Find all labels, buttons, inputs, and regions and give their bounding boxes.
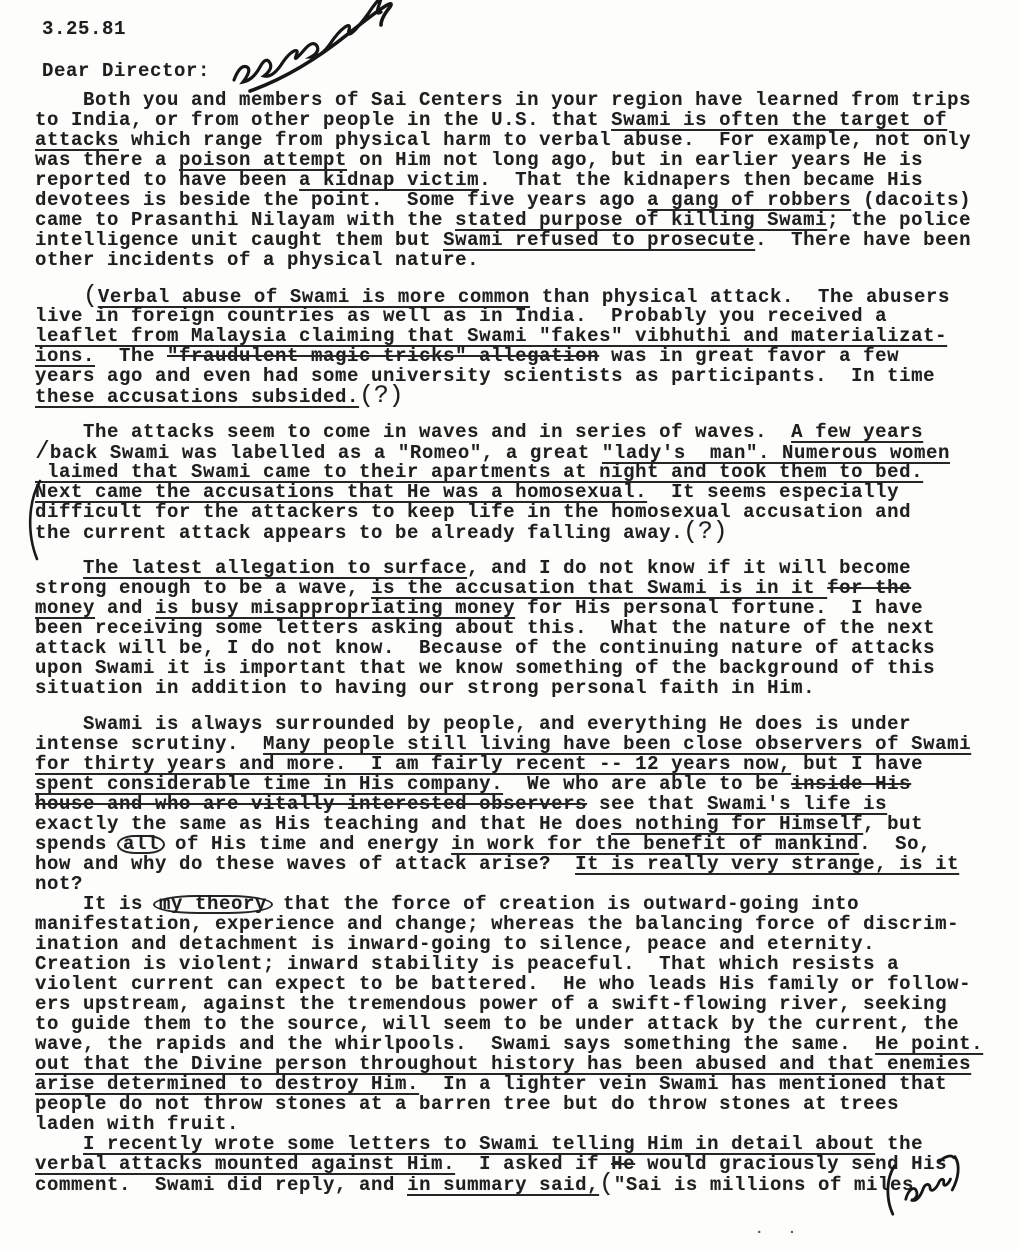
handwritten-mark: ( [83, 282, 98, 310]
letter-text: devotees is beside the point. Some five years ago [35, 189, 648, 211]
underlined-text: verbal attacks mounted against Him. [35, 1153, 456, 1175]
letter-text: intense scrutiny. [35, 733, 264, 755]
letter-line [35, 754, 1005, 774]
letter-line [35, 994, 1005, 1014]
letter-line [35, 814, 1005, 834]
letter-line [35, 482, 1005, 502]
underlined-text: s nothing for Himself [611, 813, 864, 835]
confidential-scrawl-icon [220, 0, 400, 100]
underlined-text: A few years [791, 421, 924, 443]
letter-text: been receiving some letters asking about this. What the nature of the next [35, 617, 936, 639]
letter-line [35, 894, 1005, 914]
left-paren-icon [22, 478, 44, 562]
letter-text: intelligence unit caught them but [35, 229, 444, 251]
letter-line [35, 934, 1005, 954]
paragraph-7 [35, 1133, 1005, 1198]
salutation: Dear Director: [42, 60, 211, 82]
letter-line [35, 1114, 1005, 1134]
underlined-text: stated purpose of killing Swami [455, 209, 828, 231]
letter-line [35, 854, 1005, 874]
letter-text: ; the police [827, 209, 972, 231]
underlined-text: I recently wrote some letters to Swami telling Him in detail about [83, 1133, 876, 1155]
letter-line [35, 714, 1005, 734]
paragraph-3 [35, 421, 1005, 546]
letter-text: strong enough to be a wave, [35, 577, 372, 599]
paragraph-4 [35, 558, 1005, 698]
letter-text: live in foreign countries as well as in India. Probably you received a [35, 305, 888, 327]
underlined-text: these accusations subsided. [35, 386, 360, 408]
paragraph-5 [35, 714, 1005, 894]
letter-line [35, 914, 1005, 934]
underlined-text: arise determined to destroy Him. [35, 1073, 420, 1095]
letter-text: and [95, 597, 156, 619]
underlined-text: It is really very strange, is it [575, 853, 960, 875]
letter-line [35, 1054, 1005, 1074]
over-scrawl [876, 1149, 971, 1226]
letter-line [35, 422, 1005, 442]
letter-text: Both you and members of Sai Centers in your region have learned from trips [35, 89, 972, 111]
confidential-scrawl [220, 0, 400, 100]
letter-line [35, 598, 1005, 618]
underlined-text: Next came the accusations that He was a homosexual. [35, 481, 648, 503]
letter-line [35, 678, 1005, 698]
letter-line [35, 638, 1005, 658]
paragraph-2 [35, 282, 1005, 410]
letter-line [35, 366, 1005, 386]
letter-text: to India, or from other people in the U.S. that [35, 109, 612, 131]
margin-paren-mark [22, 478, 44, 567]
letter-line [35, 346, 1005, 366]
handwritten-mark: (?) [359, 382, 404, 410]
letter-line [35, 150, 1005, 170]
letter-text: that the force of creation is outward-going into [271, 893, 860, 915]
underlined-text: for thirty years and more. I am fairly recent -- 12 years now, [35, 753, 792, 775]
letter-text: . So, [859, 833, 932, 855]
letter-line [35, 326, 1005, 346]
underlined-text: is the accusation that Swami is in it [371, 577, 828, 599]
letter-text: years ago and even had some university scientists as participants. In time [35, 365, 936, 387]
letter-text: ination and detachment is inward-going to silence, peace and eternity. [35, 933, 876, 955]
letter-body [35, 89, 1005, 1198]
letter-line [35, 130, 1005, 150]
letter-text: came to Prasanthi Nilayam with the [35, 209, 456, 231]
letter-text: It is [35, 893, 156, 915]
letter-text: wave, the rapids and the whirlpools. Swami says something the same. [35, 1033, 876, 1055]
letter-line [35, 734, 1005, 754]
letter-line [35, 306, 1005, 326]
letter-line [35, 250, 1005, 270]
letter-text: how and why do these waves of attack arise? [35, 853, 576, 875]
letter-text: ers upstream, against the tremendous power of a swift-flowing river, seeking [35, 993, 948, 1015]
letter-line [35, 974, 1005, 994]
letter-line [35, 874, 1005, 894]
letter-line [35, 1134, 1005, 1154]
handwritten-mark: (?) [683, 518, 728, 546]
letter-line [35, 230, 1005, 250]
letter-line [35, 382, 1005, 410]
letter-line [35, 110, 1005, 130]
letter-text: violent current can expect to be battered. He who leads His family or follow- [35, 973, 972, 995]
letter-date: 3.25.81 [42, 18, 127, 40]
underlined-text: in summary said, [407, 1174, 600, 1196]
letter-text: manifestation, experience and change; whereas the balancing force of discrim- [35, 913, 960, 935]
letter-text: exactly the same as His teaching and that He doe [35, 813, 612, 835]
letter-text: difficult for the attackers to keep life in the homosexual accusation and [35, 501, 912, 523]
letter-line [35, 1094, 1005, 1114]
letter-text: spends [35, 833, 120, 855]
letter-line [35, 618, 1005, 638]
letter-text: see that [587, 793, 708, 815]
letter-text: was in great favor a few [599, 345, 900, 367]
letter-line [35, 90, 1005, 110]
underlined-text: The latest allegation to surface [83, 557, 468, 579]
letter-text: Creation is violent; inward stability is peaceful. That which resists a [35, 953, 900, 975]
letter-text: than physical attack. The abusers [529, 286, 950, 308]
letter-line [35, 558, 1005, 578]
letter-text: The [95, 345, 168, 367]
letter-line [35, 170, 1005, 190]
letter-text: upon Swami it is important that we know something of the background of this [35, 657, 936, 679]
letter-line [35, 502, 1005, 522]
letter-text: for His personal fortune. I have [515, 597, 924, 619]
struck-text: inside His [791, 773, 912, 795]
underlined-text: Many people still living have been close observers of Swami [263, 733, 972, 755]
struck-text: He [611, 1153, 636, 1175]
letter-text: which range from physical harm to verbal abuse. For example, not only [119, 129, 972, 151]
letter-line [35, 190, 1005, 210]
circled-text: my theory [153, 895, 273, 914]
letter-text: We who are able to be [503, 773, 792, 795]
letter-line [35, 1034, 1005, 1054]
letter-text: Swami is always surrounded by people, and everything He does is under [35, 713, 912, 735]
letter-text: The attacks seem to come in waves and in series of waves. [35, 421, 792, 443]
letter-line [35, 794, 1005, 814]
over-scrawl-icon [876, 1149, 970, 1221]
letter-text: "Sai is millions of miles [613, 1174, 914, 1196]
letter-text: attack will be, I do not know. Because of the continuing nature of attacks [35, 637, 936, 659]
underlined-text: a gang of robbers [647, 189, 852, 211]
letter-text: of His time and energy [163, 833, 452, 855]
underlined-text: poison attempt [179, 149, 348, 171]
circled-text: all [117, 835, 165, 854]
letter-line [35, 1154, 1005, 1174]
letter-text: It seems especially [647, 481, 900, 503]
letter-text: , and I do not know if it will become [467, 557, 912, 579]
underlined-text: He point. [875, 1033, 984, 1055]
letter-text: people do not throw stones at a barren tree but do throw stones at trees [35, 1093, 900, 1115]
underlined-text: spent considerable time in His company. [35, 773, 504, 795]
letter-line [35, 774, 1005, 794]
struck-text: house and who are vitally interested observers [35, 793, 588, 815]
underlined-text: leaflet from Malaysia claiming that Swami "fakes" vibhuthi and materializat- [35, 325, 948, 347]
letter-line [35, 462, 1005, 482]
letter-line [35, 658, 1005, 678]
underlined-text: Swami's life is [707, 793, 888, 815]
underlined-text: Swami refused to prosecute [443, 229, 756, 251]
letter-text: In a lighter vein Swami has mentioned that [419, 1073, 948, 1095]
underlined-text: out that the Divine person throughout history has been abused and that enemies [35, 1053, 972, 1075]
scan-dots: . . [755, 1222, 805, 1238]
handwritten-mark: ( [599, 1170, 614, 1198]
letter-text [35, 1133, 83, 1155]
letter-text: laden with fruit. [35, 1113, 240, 1135]
letter-line [35, 1074, 1005, 1094]
paragraph-6 [35, 894, 1005, 1134]
paragraph-1 [35, 90, 1005, 270]
letter-line [35, 518, 1005, 546]
letter-text: (dacoits) [851, 189, 972, 211]
letter-text: would graciously send His [635, 1153, 948, 1175]
letter-text: . That the kidnapers then became His [479, 169, 924, 191]
underlined-text: a kidnap victim [299, 169, 480, 191]
letter-line [35, 834, 1005, 854]
letter-text: , but [863, 813, 924, 835]
letter-text: situation in addition to having our strong personal faith in Him. [35, 677, 816, 699]
letter-text: to guide them to the source, will seem to be under attack by the current, the [35, 1013, 960, 1035]
letter-text: on Him not long ago, but in earlier years He is [347, 149, 924, 171]
letter-text: but I have [791, 753, 924, 775]
letter-text: reported to have been [35, 169, 300, 191]
letter-text: other incidents of a physical nature. [35, 249, 480, 271]
letter-text: the current attack appears to be already falling away. [35, 522, 684, 544]
letter-line [35, 438, 1005, 466]
underlined-text: money [35, 597, 96, 619]
underlined-text: attacks [35, 129, 120, 151]
letter-text: was there a [35, 149, 180, 171]
underlined-text: laimed that Swami came to their apartments at night and took them to bed. [35, 461, 924, 483]
handwritten-mark: / [35, 438, 50, 466]
struck-text: for the [827, 577, 912, 599]
underlined-text: in work for the benefit of mankind [451, 833, 860, 855]
letter-line [35, 578, 1005, 598]
letter-line [35, 1170, 1005, 1198]
letter-text: the [875, 1133, 924, 1155]
letter-text: comment. Swami did reply, and [35, 1174, 408, 1196]
underlined-text: ions. [35, 345, 96, 367]
struck-text: "fraudulent magic tricks" allegation [167, 345, 600, 367]
letter-line [35, 282, 1005, 310]
underlined-text: "lady's man". Numerous women [601, 442, 950, 464]
letter-line [35, 954, 1005, 974]
underlined-text: Swami is often the target of [611, 109, 948, 131]
underlined-text: Verbal abuse of Swami is more common [97, 286, 530, 308]
letter-text: back Swami was labelled as a "Romeo", a great [49, 442, 602, 464]
letter-text: I asked if [455, 1153, 612, 1175]
underlined-text: is busy misappropriating money [155, 597, 516, 619]
letter-text: . There have been [755, 229, 972, 251]
letter-line [35, 210, 1005, 230]
letter-text: not? [35, 873, 84, 895]
letter-line [35, 1014, 1005, 1034]
